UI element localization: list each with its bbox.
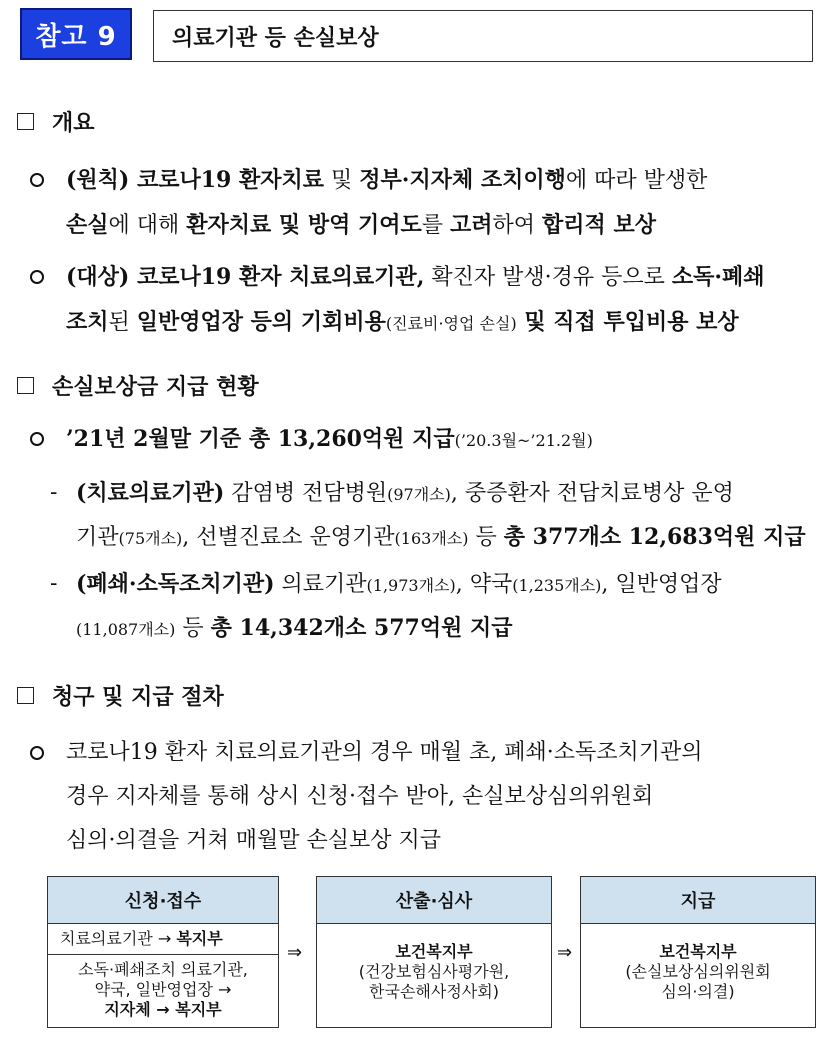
dash-treatment-line2 (76, 516, 818, 560)
checkbox-square-icon (17, 687, 34, 704)
text-part: 심의·의결) (661, 982, 735, 1001)
checkbox-square-icon (17, 377, 34, 394)
text-part: 한국손해사정사회) (369, 982, 499, 1001)
section-title: 청구 및 지급 절차 (52, 684, 224, 710)
flow-box-body (317, 924, 551, 1002)
page-title (153, 10, 813, 62)
bullet-principle (66, 158, 818, 248)
text-part: 총 14,342개소 577억원 지급 (210, 615, 513, 641)
circle-bullet-icon (30, 432, 44, 446)
bullet-total (66, 417, 818, 463)
flow-box-header: 산출·심사 (317, 877, 551, 924)
section-procedure (17, 680, 224, 711)
bullet-target-line1 (66, 255, 818, 300)
text-part: (163개소) (394, 529, 469, 548)
text-part: (11,087개소) (76, 620, 176, 639)
text-part: 에 따라 발생한 (565, 168, 708, 193)
section-title: 개요 (52, 110, 95, 136)
bullet-procedure-line2: 경우 지자체를 통해 상시 신청·접수 받아, 손실보상심의위원회 (66, 784, 654, 809)
appendix-tag: 참고 9 (20, 8, 132, 60)
text-part: 감염병 전담병원 (224, 481, 388, 506)
text-part: (폐쇄·소독조치기관) (76, 571, 275, 597)
text-part: , 약국 (455, 572, 513, 597)
text-part: 확진자 발생·경유 등으로 (424, 265, 672, 290)
text-part: , 일반영업장 (601, 572, 722, 597)
text-part: , 중증환자 전담치료병상 운영 (450, 481, 734, 506)
text-part: 조치 (66, 309, 109, 335)
text-part: 일반영업장 등의 기회비용 (136, 309, 386, 335)
text-part: 정부·지자체 조치이행 (359, 167, 566, 193)
text-part: 치료의료기관 → (60, 929, 177, 948)
text-part: 지자체 → 복지부 (104, 1000, 222, 1019)
bullet-procedure-line1: 코로나19 환자 치료의료기관의 경우 매월 초, 폐쇄·소독조치기관의 (66, 740, 703, 765)
text-part: (손실보상심의위원회 (625, 962, 771, 981)
text-part: 복지부 (176, 929, 223, 948)
text-part: (1,973개소) (366, 576, 456, 595)
text-part: (진료비·영업 손실) (385, 314, 517, 333)
text-part: (치료의료기관) (76, 480, 225, 506)
text-part: 고려 (450, 212, 493, 238)
section-payment-status (17, 370, 259, 401)
text-part: 된 (108, 310, 137, 335)
text-part: 총 377개소 12,683억원 지급 (503, 524, 806, 550)
text-part: 합리적 보상 (542, 212, 656, 238)
text-part: 및 직접 투입비용 보상 (516, 309, 739, 335)
text-part: 코로나19 환자치료 (129, 167, 325, 193)
label-principle: (원칙) (66, 167, 130, 193)
text-part: 를 (421, 213, 451, 238)
flow-box-review (316, 876, 552, 1028)
text-part: (’20.3월~’21.2월) (454, 431, 593, 450)
dash-treatment (76, 472, 818, 560)
dash-closure (76, 563, 818, 651)
circle-bullet-icon (30, 173, 44, 187)
text-part: 소독·폐쇄조치 의료기관, (78, 960, 248, 979)
text-part: 보건복지부 (395, 942, 473, 961)
text-part: 소독·폐쇄 (671, 264, 765, 290)
flow-box-payment (580, 876, 816, 1028)
text-part: 등 (175, 616, 211, 641)
dash-icon: - (50, 480, 58, 505)
bullet-procedure-line3: 심의·의결을 거쳐 매월말 손실보상 지급 (66, 828, 441, 853)
text-part: (75개소) (118, 529, 183, 548)
circle-bullet-icon (30, 270, 44, 284)
circle-bullet-icon (30, 746, 44, 760)
dash-treatment-line1 (76, 472, 818, 516)
flow-arrow-icon: ⇒ (287, 942, 303, 963)
text-part: (97개소) (387, 485, 451, 504)
text-part: ’21년 2월말 기준 총 13,260억원 지급 (66, 426, 455, 452)
checkbox-square-icon (17, 113, 34, 130)
bullet-principle-line2 (66, 203, 818, 248)
section-title: 손실보상금 지급 현황 (52, 374, 259, 400)
text-part: 및 (324, 168, 360, 193)
text-part: 보건복지부 (659, 942, 737, 961)
dash-closure-line1 (76, 563, 818, 607)
flow-box-header: 지급 (581, 877, 815, 924)
section-overview (17, 106, 95, 137)
bullet-procedure (66, 731, 818, 863)
flow-row-closure (48, 955, 278, 1020)
flow-box-application (47, 876, 279, 1028)
flow-arrow-icon: ⇒ (557, 942, 573, 963)
dash-icon: - (50, 571, 58, 596)
bullet-target-line2 (66, 300, 818, 346)
text-part: 에 대해 (108, 213, 187, 238)
page-title-text: 의료기관 등 손실보상 (172, 25, 379, 51)
bullet-target (66, 255, 818, 346)
label-target: (대상) 코로나19 환자 치료의료기관, (66, 264, 425, 290)
text-part: 손실 (66, 212, 109, 238)
text-part: 의료기관 (274, 572, 367, 597)
text-part: , 선별진료소 운영기관 (182, 525, 395, 550)
flow-box-body (581, 924, 815, 1002)
text-part: (건강보험심사평가원, (358, 962, 510, 981)
text-part: (1,235개소) (512, 576, 602, 595)
line-text (66, 158, 707, 203)
dash-closure-line2 (76, 607, 818, 651)
flow-box-header: 신청·접수 (48, 877, 278, 924)
text-part: 기관 (76, 525, 119, 550)
text-part: 등 (468, 525, 504, 550)
bullet-principle-line1 (66, 158, 818, 203)
text-part: 환자치료 및 방역 기여도 (186, 212, 422, 238)
flow-row-treatment (48, 924, 278, 955)
text-part: 하여 (492, 213, 543, 238)
text-part: 약국, 일반영업장 → (94, 980, 232, 999)
